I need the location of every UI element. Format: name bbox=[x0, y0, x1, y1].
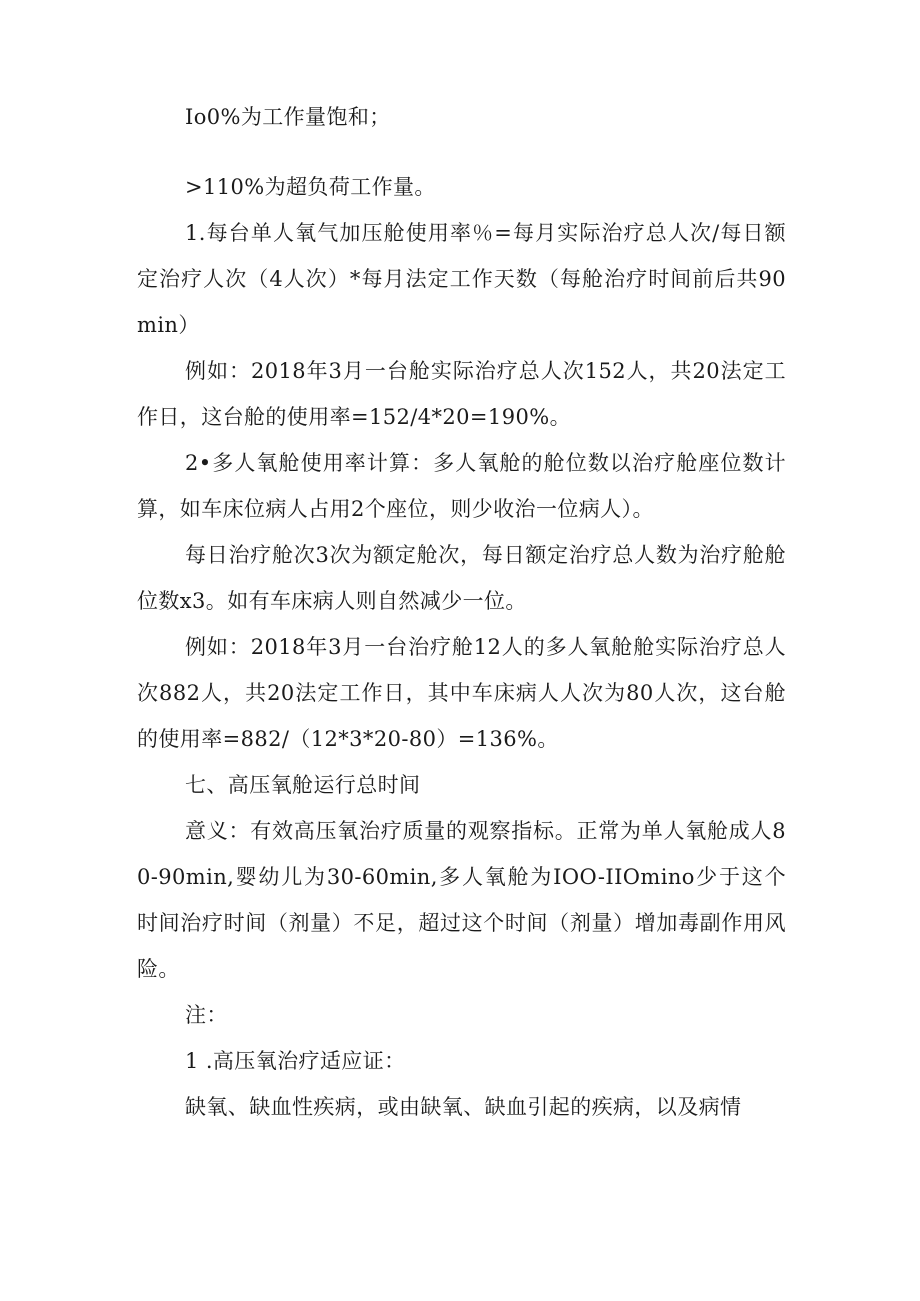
paragraph-single-chamber-formula: 1.每台单人氧气加压舱使用率％=每月实际治疗总人次/每日额定治疗人次（4人次）*每月法定工作天数（每舱治疗时间前后共90min） bbox=[137, 221, 786, 337]
paragraph-note-label: 注： bbox=[185, 1003, 228, 1027]
paragraph-single-chamber-example: 例如：2018年3月一台舱实际治疗总人次152人，共20法定工作日，这台舱的使用率=152/4*20=190%。 bbox=[137, 359, 786, 429]
section-heading-runtime: 七、高压氧舱运行总时间 bbox=[185, 773, 421, 797]
paragraph-workload-saturation: Io0%为工作量饱和； bbox=[185, 105, 391, 129]
paragraph-indications-text: 缺氧、缺血性疾病，或由缺氧、缺血引起的疾病，以及病情 bbox=[185, 1095, 742, 1119]
paragraph-multi-chamber-example: 例如：2018年3月一台治疗舱12人的多人氧舱舱实际治疗总人次882人，共20法定工作日，其中车床病人人次为80人次，这台舱的使用率=882/（12*3*20-80）=136%。 bbox=[137, 635, 786, 751]
paragraph-multi-chamber-formula: 2•多人氧舱使用率计算：多人氧舱的舱位数以治疗舱座位数计算，如车床位病人占用2个座位，则少收治一位病人）。 bbox=[137, 451, 786, 521]
paragraph-indications-heading: 1 .高压氧治疗适应证： bbox=[185, 1049, 406, 1073]
paragraph-overload: >110%为超负荷工作量。 bbox=[185, 175, 436, 199]
paragraph-runtime-meaning: 意义：有效高压氧治疗质量的观察指标。正常为单人氧舱成人80-90min,婴幼儿为30-60min,多人氧舱为IOO-IIOmino少于这个时间治疗时间（剂量）不足，超过这个时间（剂量）增加毒副作用风险。 bbox=[137, 819, 786, 981]
paragraph-daily-sessions: 每日治疗舱次3次为额定舱次，每日额定治疗总人数为治疗舱舱位数x3。如有车床病人则自然减少一位。 bbox=[137, 543, 786, 613]
